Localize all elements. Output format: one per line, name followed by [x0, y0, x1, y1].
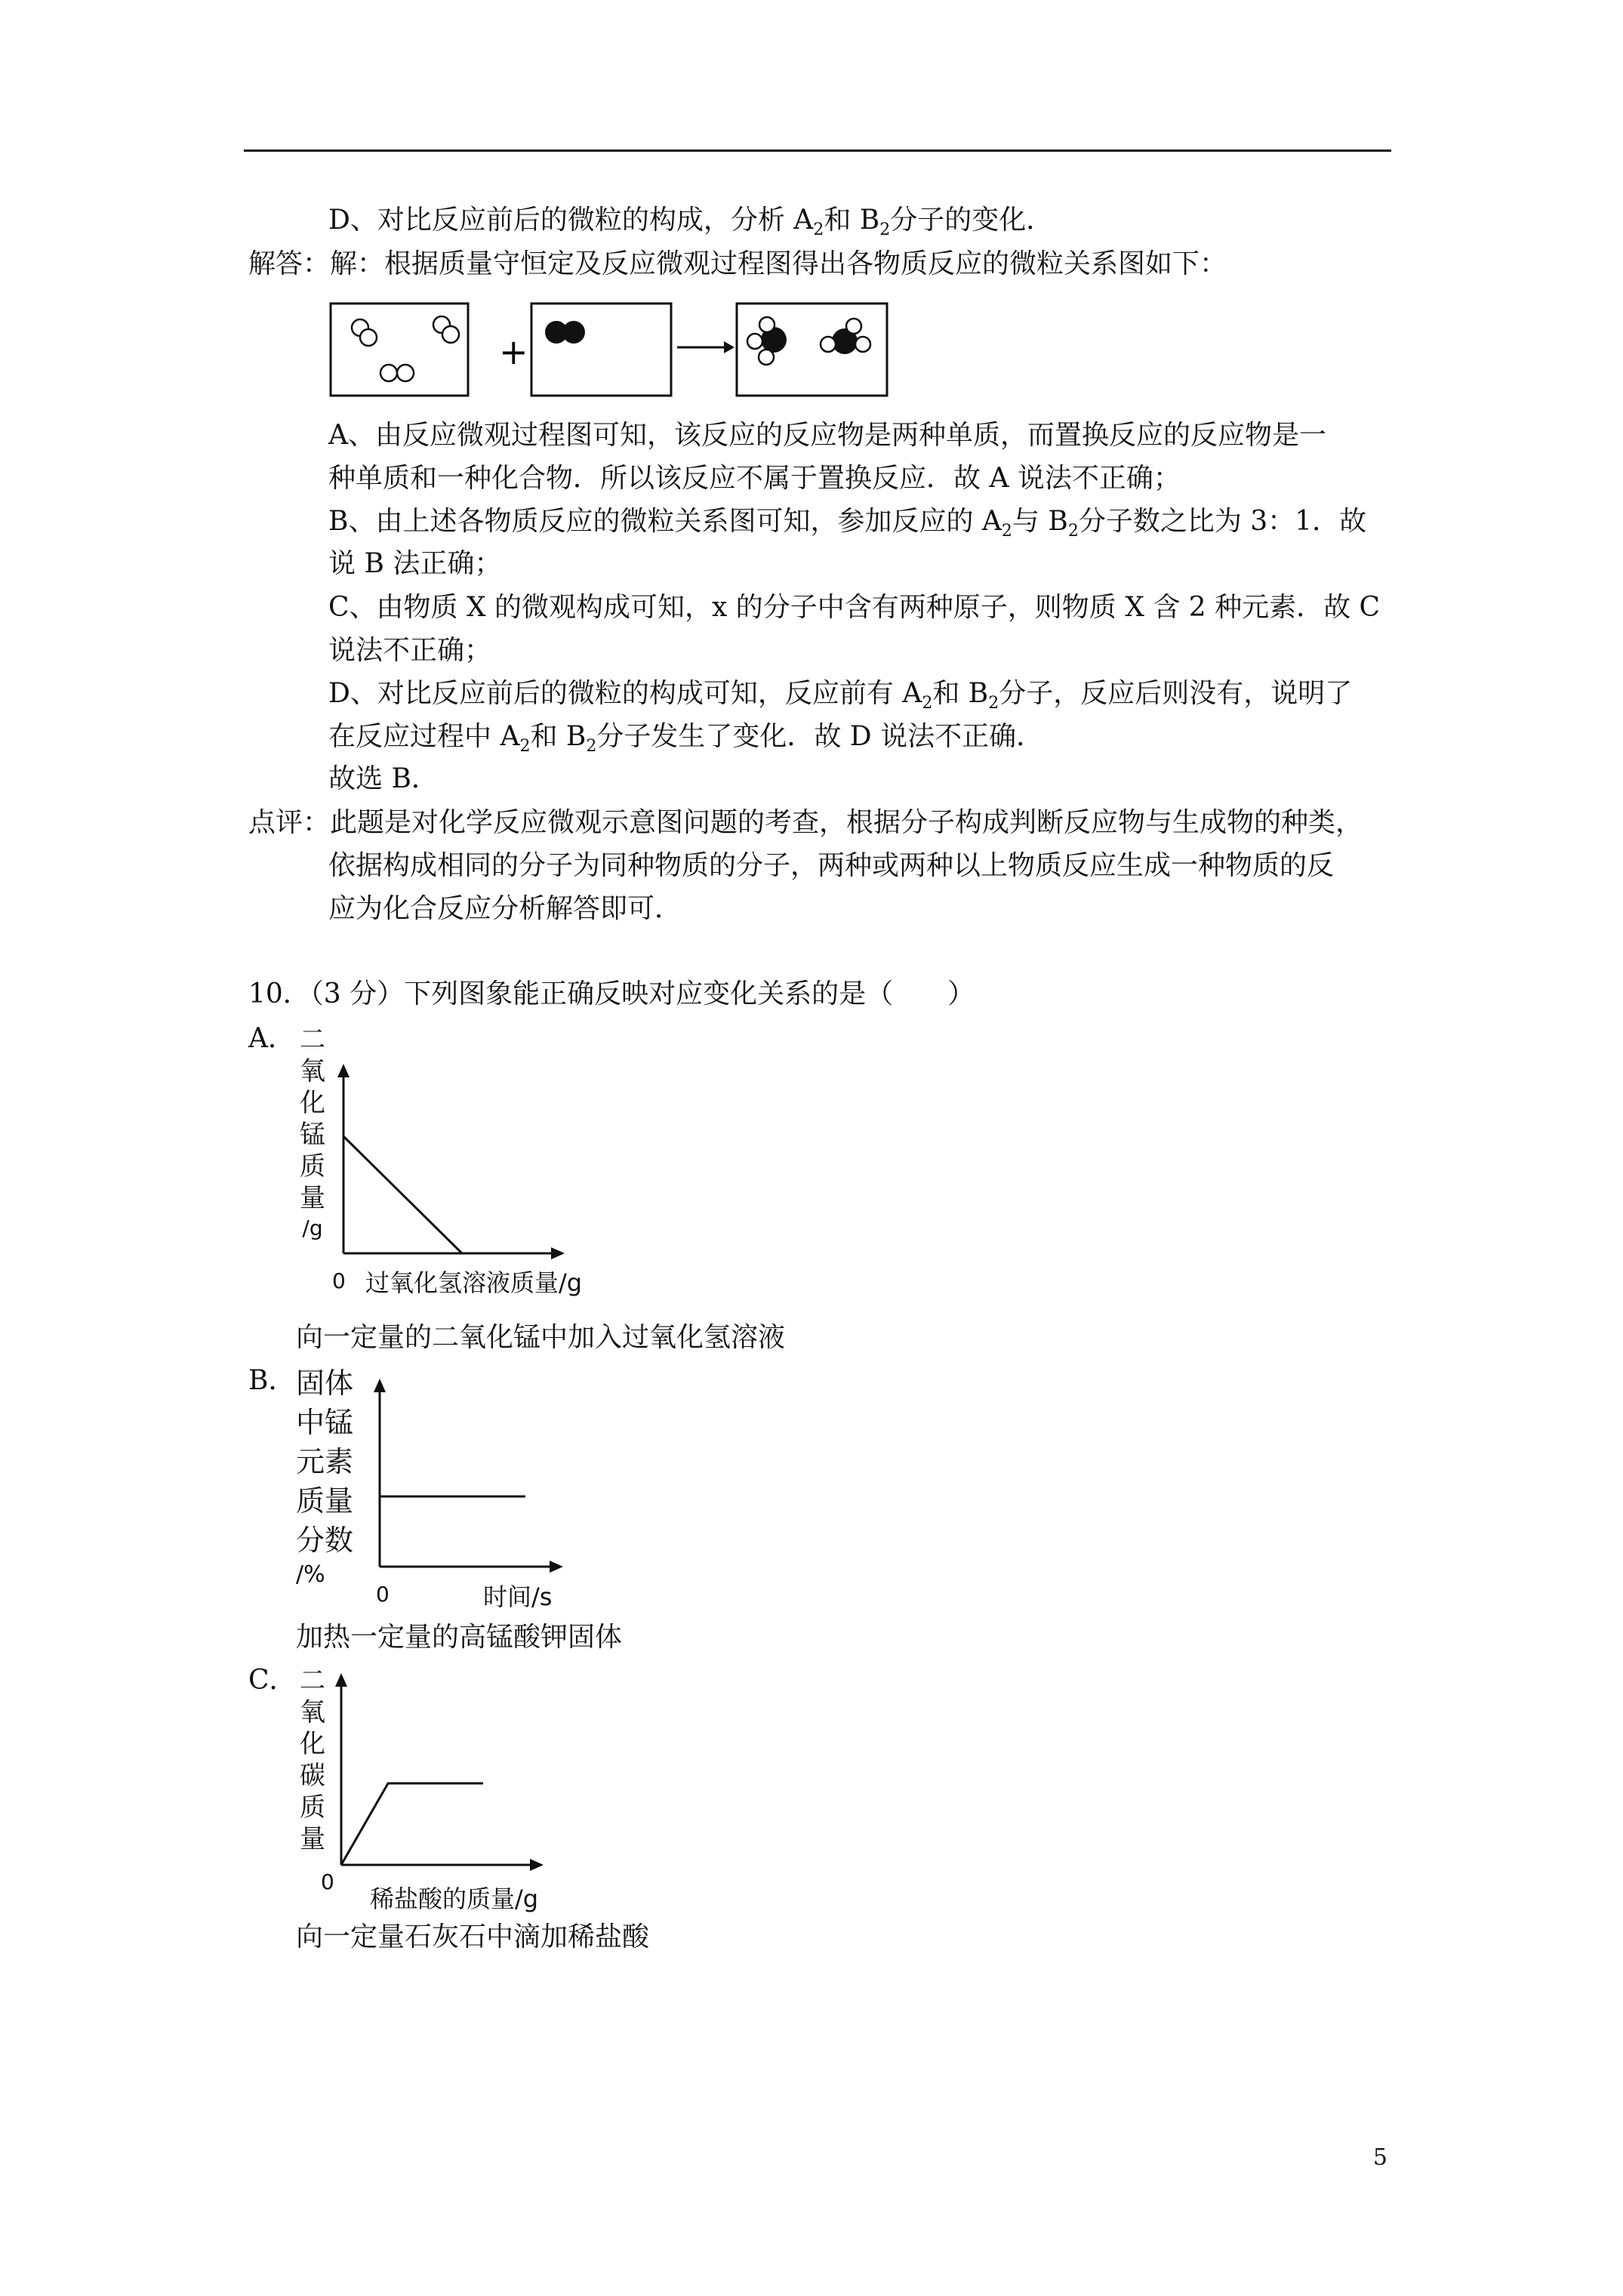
chart-c-series-line — [341, 1783, 483, 1865]
header-rule — [244, 149, 1391, 152]
chart-b-x-arrow — [550, 1561, 563, 1573]
comment-line1: 点评：此题是对化学反应微观示意图问题的考查，根据分子构成判断反应物与生成物的种类， — [248, 807, 1363, 838]
reaction-arrowhead — [724, 341, 735, 353]
option-c-xlabel: 稀盐酸的质量/g — [370, 1885, 539, 1913]
answer-c-line1: C、由物质 X 的微观构成可知，x 的分子中含有两种原子，则物质 X 含 2 种元素．故 C — [328, 592, 1381, 623]
answer-b-line1: B、由上述各物质反应的微粒关系图可知，参加反应的 $A_2$与 $B_2$分子数之比为 3：1．故 — [328, 506, 1367, 541]
answer-a-line1: A、由反应微观过程图可知，该反应的反应物是两种单质，而置换反应的反应物是一 — [328, 420, 1326, 451]
comment-line3: 应为化合反应分析解答即可． — [328, 893, 682, 924]
chart-a — [332, 1061, 574, 1265]
question-10: 10．（3 分）下列图象能正确反映对应变化关系的是（ ） — [248, 978, 975, 1009]
option-a-xlabel: 过氧化氢溶液质量/g — [365, 1268, 583, 1297]
chart-b — [368, 1374, 572, 1578]
answer-d-line2: 在反应过程中 $A_2$和 $B_2$分子发生了变化．故 D 说法不正确． — [328, 721, 1044, 756]
page-number: 5 — [1372, 2144, 1387, 2171]
answer-a-line2: 种单质和一种化合物．所以该反应不属于置换反应．故 A 说法不正确； — [328, 463, 1181, 494]
answer-choice: 故选 B． — [328, 763, 439, 794]
option-b-xlabel: 时间/s — [483, 1583, 553, 1611]
analysis-d-line: D、对比反应前后的微粒的构成，分析 $A_2$和 $B_2$分子的变化． — [328, 205, 1054, 239]
product-molecule-2 — [821, 319, 870, 354]
option-b-origin: 0 — [376, 1582, 390, 1607]
chart-a-x-arrow — [551, 1247, 565, 1259]
chart-c-y-arrow — [335, 1673, 347, 1687]
option-a-ylabel: 二 氧 化 锰 质 量 /g — [300, 1025, 325, 1240]
b2-molecule — [545, 321, 585, 344]
option-a-caption: 向一定量的二氧化锰中加入过氧化氢溶液 — [296, 1322, 786, 1353]
answer-d-line1: D、对比反应前后的微粒的构成可知，反应前有 $A_2$和 $B_2$分子，反应后则没有，说明了 — [328, 678, 1353, 713]
chart-b-y-arrow — [374, 1379, 386, 1392]
option-b-caption: 加热一定量的高锰酸钾固体 — [296, 1622, 623, 1653]
product-molecule-1 — [747, 317, 787, 365]
answer-c-line2: 说法不正确； — [328, 635, 492, 666]
option-b-label: B． — [248, 1365, 296, 1396]
a2-molecules — [352, 316, 459, 381]
chart-c — [326, 1669, 553, 1880]
comment-line2: 依据构成相同的分子为同种物质的分子，两种或两种以上物质反应生成一种物质的反 — [328, 850, 1335, 881]
plus-sign: + — [499, 331, 528, 372]
chart-c-x-arrow — [530, 1859, 544, 1871]
chart-a-y-arrow — [337, 1064, 350, 1077]
reactant-box-b2 — [531, 304, 671, 396]
reaction-diagram — [328, 299, 940, 403]
option-c-ylabel: 二 氧 化 碳 质 量 — [300, 1666, 325, 1854]
answer-header: 解答：解：根据质量守恒定及反应微观过程图得出各物质反应的微粒关系图如下： — [248, 248, 1227, 279]
chart-a-series-line — [343, 1136, 462, 1253]
option-c-origin: 0 — [321, 1869, 334, 1894]
option-c-caption: 向一定量石灰石中滴加稀盐酸 — [296, 1922, 650, 1952]
answer-b-line2: 说 B 法正确； — [328, 548, 502, 579]
reactant-box-a2 — [331, 304, 468, 396]
option-a-origin: 0 — [332, 1268, 346, 1293]
option-a-label: A． — [248, 1023, 295, 1054]
option-b-ylabel: 固体 中锰 元素 质量 分数 /% — [296, 1367, 354, 1588]
option-c-label: C． — [248, 1665, 297, 1696]
